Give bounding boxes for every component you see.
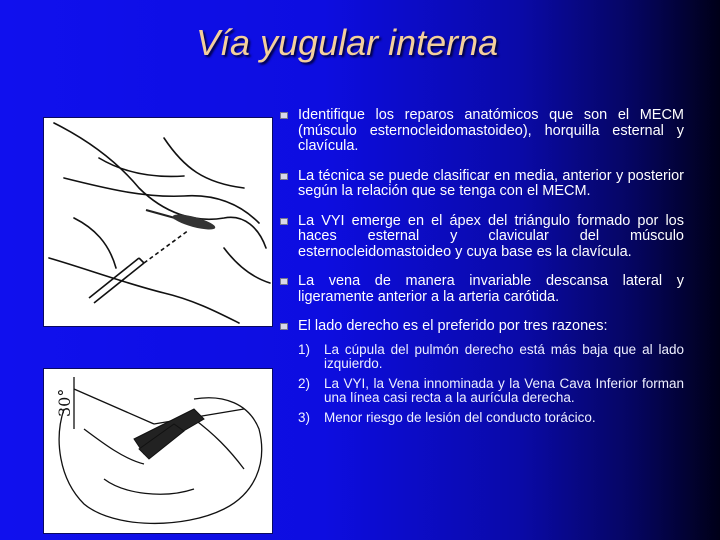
reason-item (298, 343, 684, 371)
slide-content (278, 108, 684, 431)
angle-label: 30° (55, 388, 74, 417)
reason-item (298, 377, 684, 405)
bullet-text: La VYI emerge en el ápex del triángulo formado por los haces esternal y clavicular del músculo esternocleidomastoideo y cuya base es la clavícula. (298, 212, 684, 260)
bullet-marker-icon (280, 173, 288, 180)
bullet-4 (278, 274, 684, 305)
thorax-drawing (44, 369, 272, 533)
reason-text: La VYI, la Vena innominada y la Vena Cava Inferior forman una línea casi recta a la aurícula derecha. (324, 375, 684, 405)
bullet-text: Identifique los reparos anatómicos que son el MECM (músculo esternocleidomastoideo), horquilla esternal y clavícula. (298, 107, 684, 154)
reason-number: 2) (298, 375, 311, 391)
bullet-marker-icon (280, 218, 288, 225)
bullet-text: La técnica se puede clasificar en media, anterior y posterior según la relación que se tenga con el MECM. (298, 167, 684, 199)
reason-number: 1) (298, 341, 311, 357)
bullet-marker-icon (280, 323, 288, 330)
thorax-angle-illustration (43, 368, 273, 534)
reasons-list (298, 343, 684, 425)
neck-anatomy-drawing (44, 118, 272, 326)
bullet-1 (278, 108, 684, 155)
bullet-5 (278, 319, 684, 335)
bullet-marker-icon (280, 112, 288, 119)
bullet-text: La vena de manera invariable descansa lateral y ligeramente anterior a la arteria carótida. (298, 273, 684, 305)
neck-anatomy-illustration (43, 117, 273, 327)
bullet-3 (278, 214, 684, 261)
bullet-text: El lado derecho es el preferido por tres razones: (298, 318, 608, 334)
reason-text: La cúpula del pulmón derecho está más baja que al lado izquierdo. (324, 341, 684, 371)
bullet-marker-icon (280, 278, 288, 285)
slide-title: Vía yugular interna (196, 22, 499, 63)
bullet-2 (278, 169, 684, 200)
reason-number: 3) (298, 409, 311, 425)
reason-item (298, 411, 684, 425)
reason-text: Menor riesgo de lesión del conducto torácico. (324, 409, 596, 425)
